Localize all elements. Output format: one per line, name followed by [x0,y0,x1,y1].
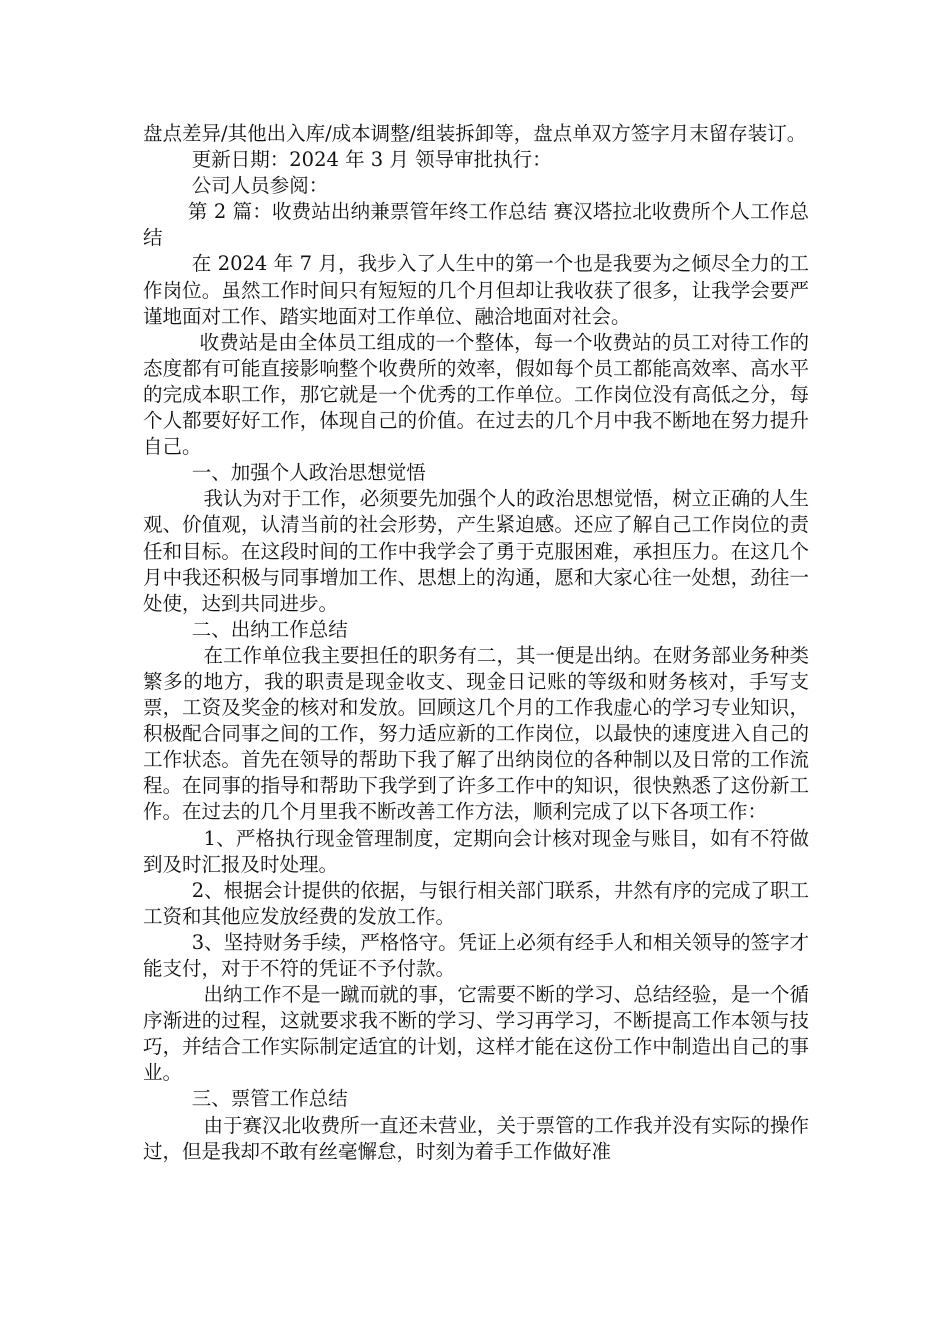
article-title: 第 2 篇：收费站出纳兼票管年终工作总结 赛汉塔拉北收费所个人工作总结 [143,200,809,250]
paragraph-cashier: 在工作单位我主要担任的职务有二，其一便是出纳。在财务部业务种类繁多的地方，我的职责是现金收支、现金日记账的等级和财务核对，手写支票，工资及奖金的核对和发放。回顾这几个月的工作我虚心的学习专业知识，积极配合同事之间的工作，努力适应新的工作岗位，以最快的速度进入自己的工作状态。首先在领导的帮助下我了解了出纳岗位的各种制以及日常的工作流程。在同事的指导和帮助下我学到了许多工作中的知识，很快熟悉了这份新工作。在过去的几个月里我不断改善工作方法，顺利完成了以下各项工作： [143,643,809,824]
list-item-1: 1、严格执行现金管理制度，定期向会计核对现金与账目，如有不符做到及时汇报及时处理。 [143,826,809,876]
list-item-3: 3、坚持财务手续，严格恪守。凭证上必须有经手人和相关领导的签字才能支付，对于不符的凭证不予付款。 [143,930,809,980]
paragraph-intro: 在 2024 年 7 月，我步入了人生中的第一个也是我要为之倾尽全力的工作岗位。虽然工作时间只有短短的几个月但却让我收获了很多，让我学会要严谨地面对工作、踏实地面对工作单位、融洽地面对社会。 [143,252,809,328]
paragraph-update-date: 更新日期：2024 年 3 月 领导审批执行： [191,148,552,172]
paragraph-toll-station: 收费站是由全体员工组成的一个整体，每一个收费站的员工对待工作的态度都有可能直接影响整个收费所的效率，假如每个员工都能高效率、高水平的完成本职工作，那它就是一个优秀的工作单位。工作岗位没有高低之分，每个人都要好好工作，体现自己的价值。在过去的几个月中我不断地在努力提升自己。 [143,330,809,459]
section-heading-political: 一、加强个人政治思想觉悟 [191,461,426,485]
paragraph-political: 我认为对于工作，必须要先加强个人的政治思想觉悟，树立正确的人生观、价值观，认清当前的社会形势，产生紧迫感。还应了解自己工作岗位的责任和目标。在这段时间的工作中我学会了勇于克服困难，承担压力。在这几个月中我还积极与同事增加工作、思想上的沟通，愿和大家心往一处想，劲往一处使，达到共同进步。 [143,487,809,615]
paragraph-staff-review: 公司人员参阅： [191,174,329,198]
list-item-2: 2、根据会计提供的依据，与银行相关部门联系，井然有序的完成了职工工资和其他应发放经费的发放工作。 [143,878,809,928]
paragraph-cashier-summary: 出纳工作不是一蹴而就的事，它需要不断的学习、总结经验，是一个循序渐进的过程，这就要求我不断的学习、学习再学习，不断提高工作本领与技巧，并结合工作实际制定适宜的计划，这样才能在这份工作中制造出自己的事业。 [143,983,809,1085]
document-body [143,121,809,1165]
section-heading-cashier: 二、出纳工作总结 [191,617,348,641]
paragraph-inventory-note: 盘点差异/其他出入库/成本调整/组装拆卸等，盘点单双方签字月末留存装订。 [143,122,807,145]
paragraph-ticket: 由于赛汉北收费所一直还未营业，关于票管的工作我并没有实际的操作过，但是我却不敢有丝毫懈怠，时刻为着手工作做好准 [143,1113,809,1163]
section-heading-ticket: 三、票管工作总结 [191,1087,348,1111]
